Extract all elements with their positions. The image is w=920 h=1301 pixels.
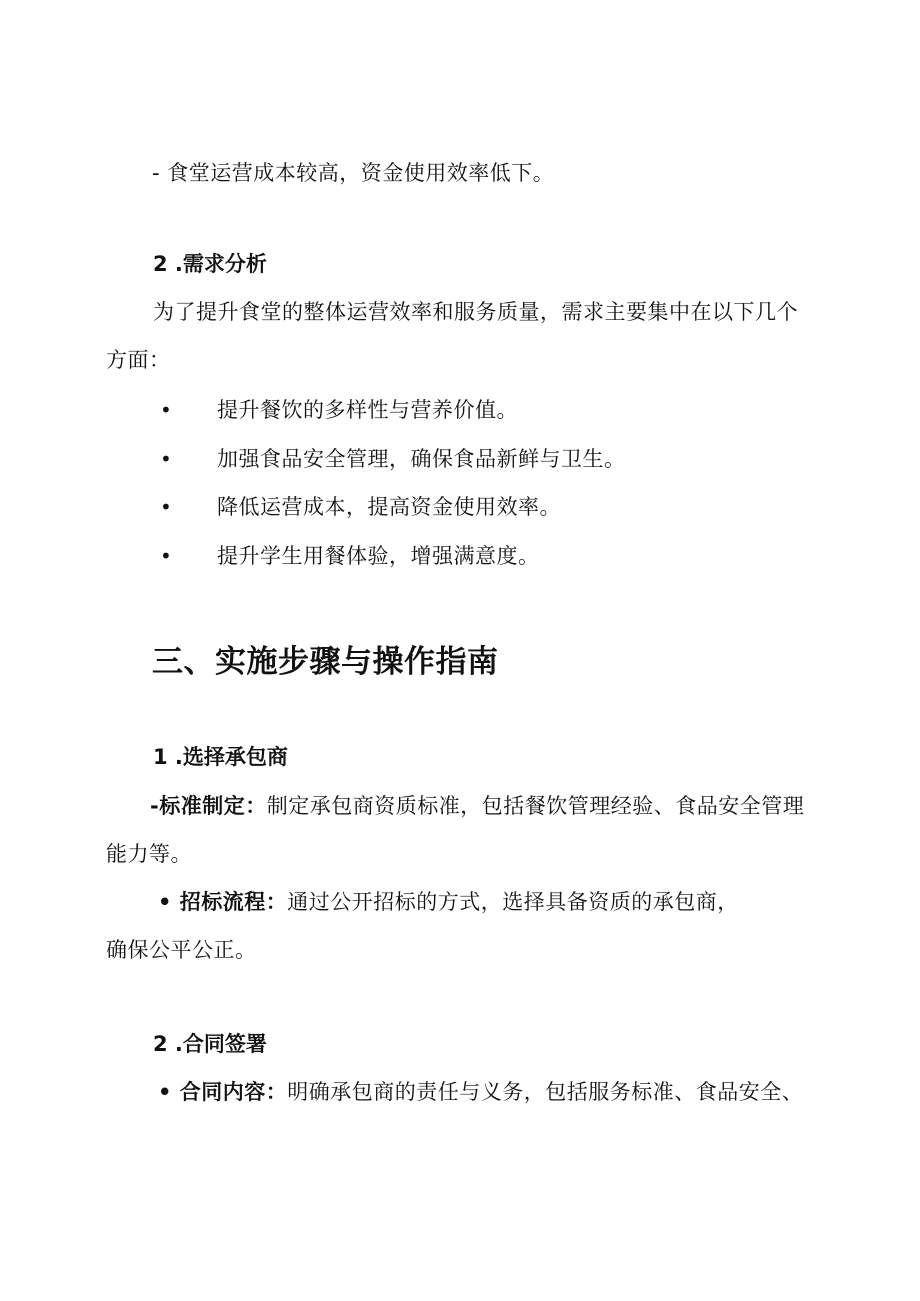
standard-item [150, 792, 804, 820]
bidding-continuation: 确保公平公正。 [106, 938, 257, 962]
bullet-icon: • [160, 398, 172, 422]
paragraph-line: 为了提升食堂的整体运营效率和服务质量，需求主要集中在以下几个 [153, 300, 798, 324]
subsection-heading-contract-signing: 2 .合同签署 [153, 1032, 267, 1056]
intro-line: - 食堂运营成本较高，资金使用效率低下。 [152, 161, 555, 185]
bullet-text: 降低运营成本，提高资金使用效率。 [217, 495, 561, 519]
bullet-icon: • [160, 544, 172, 568]
contract-text: 明确承包商的责任与义务，包括服务标准、食品安全、 [287, 1080, 804, 1104]
paragraph-line: 方面： [106, 348, 171, 372]
standard-continuation: 能力等。 [106, 842, 192, 866]
bullet-text: 加强食品安全管理，确保食品新鲜与卫生。 [217, 447, 626, 471]
bidding-label: • 招标流程： [158, 890, 288, 914]
contract-label: • 合同内容： [158, 1080, 288, 1104]
subsection-heading-select-contractor: 1 .选择承包商 [153, 745, 288, 769]
bullet-icon: • [160, 495, 172, 519]
section-heading-implementation: 三、实施步骤与操作指南 [152, 644, 499, 680]
bullet-text: 提升学生用餐体验，增强满意度。 [217, 544, 540, 568]
section-heading-demand-analysis: 2 .需求分析 [153, 252, 267, 276]
bullet-text: 提升餐饮的多样性与营养价值。 [217, 398, 518, 422]
bidding-item [158, 888, 739, 916]
standard-text: 制定承包商资质标准，包括餐饮管理经验、食品安全管理 [266, 794, 805, 818]
bidding-text: 通过公开招标的方式，选择具备资质的承包商， [287, 890, 739, 914]
contract-item [158, 1078, 803, 1106]
standard-label: -标准制定： [150, 794, 267, 818]
bullet-icon: • [160, 447, 172, 471]
